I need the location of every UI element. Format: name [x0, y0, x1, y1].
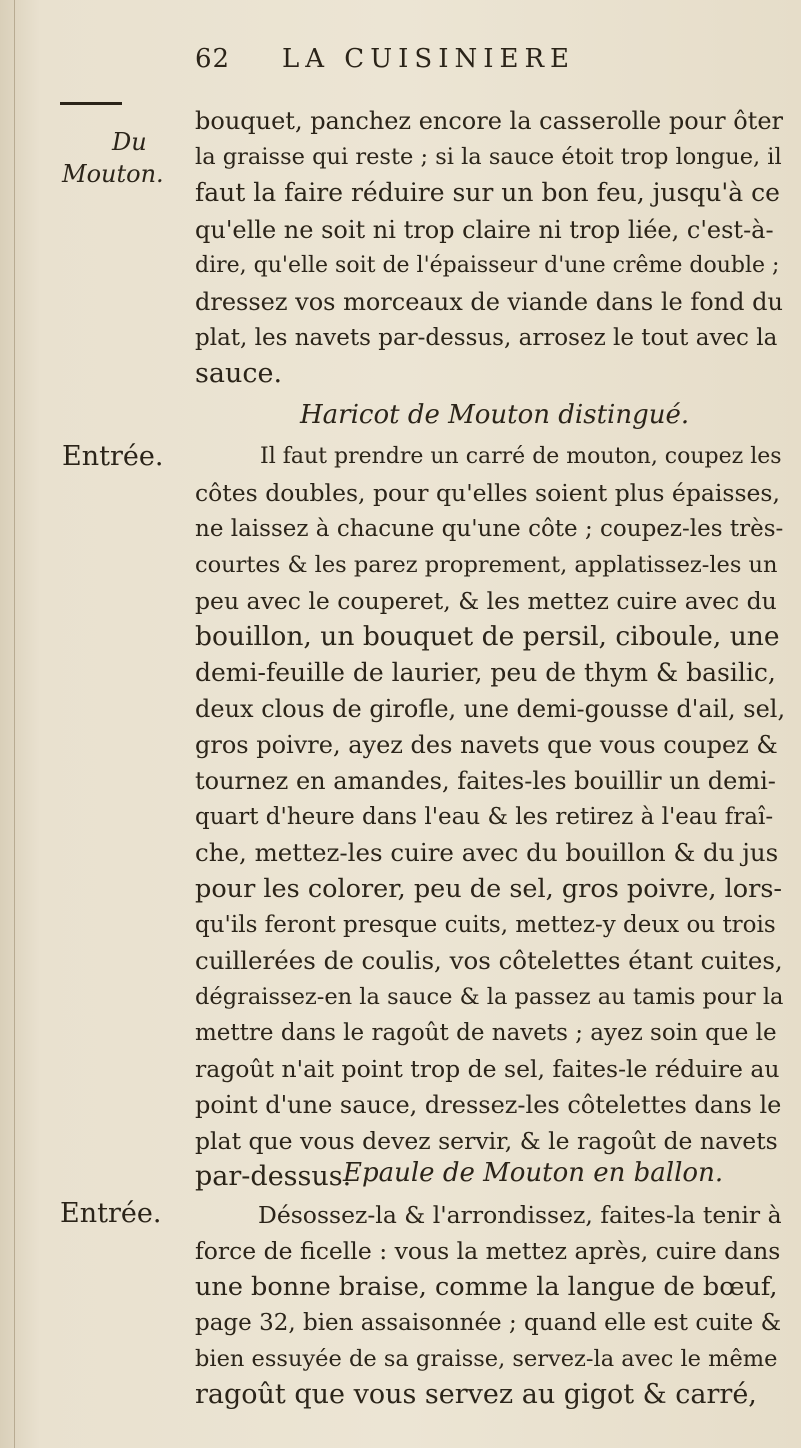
text-line: deux clous de girofle, une demi-gousse d'ail, sel, [195, 695, 786, 723]
recipe-heading: Epaule de Mouton en ballon. [343, 1158, 724, 1188]
text-line: point d'une sauce, dressez-les côtelettes dans le [195, 1091, 782, 1119]
recipe-heading: Haricot de Mouton distingué. [300, 400, 690, 430]
running-title: LA CUISINIERE [282, 44, 576, 74]
text-line: gros poivre, ayez des navets que vous coupez & [195, 731, 778, 759]
text-line: demi-feuille de laurier, peu de thym & basilic, [195, 658, 776, 687]
text-line: côtes doubles, pour qu'elles soient plus épaisses, [195, 479, 780, 507]
page-edge [14, 0, 15, 1448]
text-line: courtes & les parez proprement, applatissez-les un [195, 552, 778, 578]
text-line: Il faut prendre un carré de mouton, coupez les [260, 444, 782, 469]
text-line: quart d'heure dans l'eau & les retirez à l'eau fraî- [195, 804, 774, 830]
text-line: force de ficelle : vous la mettez après, cuire dans [195, 1237, 781, 1265]
text-line: ragoût n'ait point trop de sel, faites-le réduire au [195, 1055, 780, 1083]
margin-note-entree-1: Entrée. [62, 441, 164, 472]
text-line: qu'ils feront presque cuits, mettez-y deux ou trois [195, 912, 776, 938]
text-line: che, mettez-les cuire avec du bouillon & du jus [195, 838, 779, 867]
text-line: ne laissez à chacune qu'une côte ; coupez-les très- [195, 516, 784, 542]
text-line: bouillon, un bouquet de persil, ciboule, une [195, 621, 780, 652]
text-line: par-dessus. [195, 1161, 352, 1192]
text-line: Désossez-la & l'arrondissez, faites-la tenir à [258, 1201, 782, 1229]
text-line: plat que vous devez servir, & le ragoût de navets [195, 1127, 778, 1155]
text-line: plat, les navets par-dessus, arrosez le tout avec la [195, 325, 778, 351]
text-line: la graisse qui reste ; si la sauce étoit trop longue, il [195, 144, 782, 170]
text-line: bien essuyée de sa graisse, servez-la avec le même [195, 1346, 778, 1372]
margin-note-du: Du [112, 128, 147, 156]
text-line: dressez vos morceaux de viande dans le fond du [195, 288, 783, 316]
text-line: cuillerées de coulis, vos côtelettes étant cuites, [195, 946, 783, 975]
text-line: sauce. [195, 358, 283, 389]
text-line: tournez en amandes, faites-les bouillir un demi- [195, 767, 776, 795]
margin-note-entree-2: Entrée. [60, 1198, 162, 1229]
text-line: peu avec le couperet, & les mettez cuire avec du [195, 587, 777, 615]
text-line: dégraissez-en la sauce & la passez au tamis pour la [195, 984, 784, 1010]
margin-rule [60, 102, 122, 105]
text-line: ragoût que vous servez au gigot & carré, [195, 1379, 757, 1410]
text-line: une bonne braise, comme la langue de bœuf, [195, 1272, 778, 1302]
text-line: qu'elle ne soit ni trop claire ni trop liée, c'est-à- [195, 216, 774, 244]
margin-note-mouton: Mouton. [62, 160, 164, 188]
text-line: bouquet, panchez encore la casserolle pour ôter [195, 107, 783, 135]
page-number: 62 [195, 44, 231, 74]
text-line: page 32, bien assaisonnée ; quand elle est cuite & [195, 1310, 782, 1336]
text-line: pour les colorer, peu de sel, gros poivre, lors- [195, 874, 783, 904]
text-line: mettre dans le ragoût de navets ; ayez soin que le [195, 1020, 777, 1046]
text-line: dire, qu'elle soit de l'épaisseur d'une crême double ; [195, 253, 780, 278]
text-line: faut la faire réduire sur un bon feu, jusqu'à ce [195, 178, 780, 207]
